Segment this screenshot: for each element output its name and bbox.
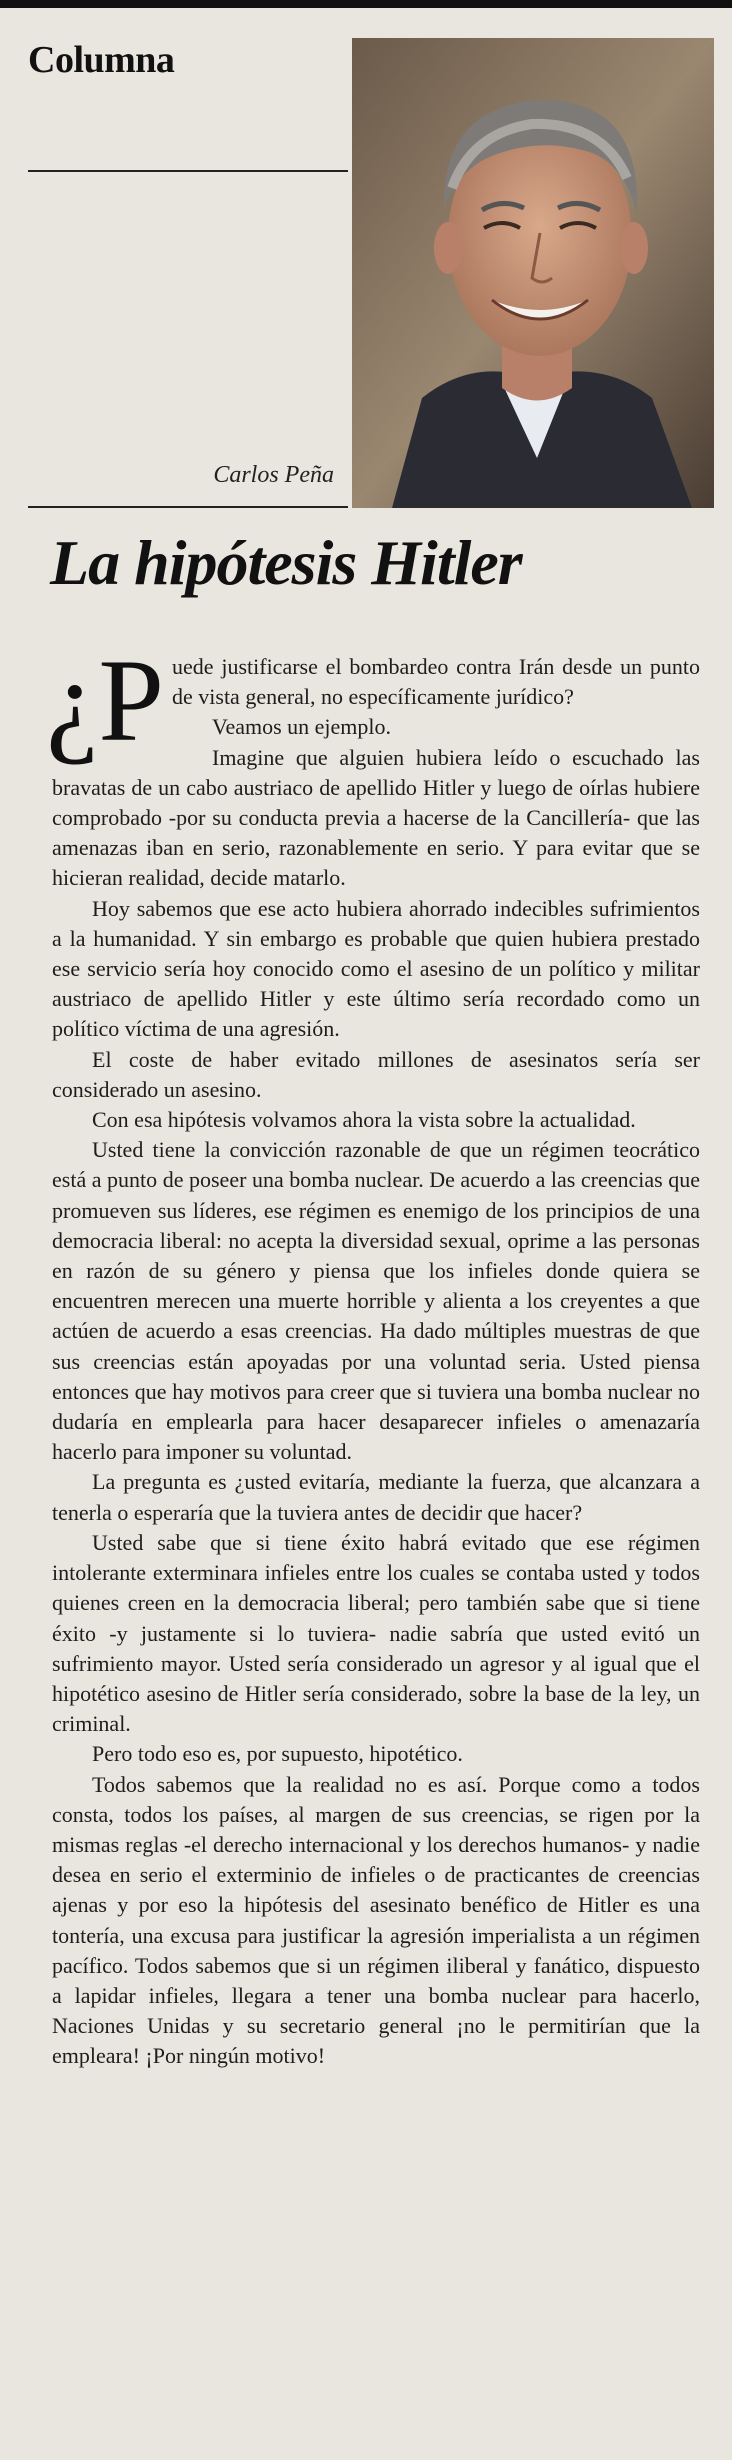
article-body	[46, 635, 700, 2072]
article-title: La hipótesis Hitler	[50, 527, 522, 598]
author-photo	[352, 38, 714, 508]
byline-rule	[28, 506, 348, 508]
author-portrait-image	[352, 38, 714, 508]
top-rule	[0, 0, 732, 8]
paragraph: Con esa hipótesis volvamos ahora la vista sobre la actualidad.	[92, 1107, 636, 1133]
section-label: Columna	[28, 39, 175, 81]
paragraph: Veamos un ejemplo.	[212, 714, 392, 740]
byline-area	[28, 452, 348, 508]
paragraph-text: uede justificarse el bombardeo contra Irán desde un punto de vista general, no específicamente jurídico?	[172, 654, 700, 710]
author-name: Carlos Peña	[213, 462, 334, 488]
paragraph: Hoy sabemos que ese acto hubiera ahorrado indecibles sufrimientos a la humanidad. Y sin embargo es probable que quien hubiera prestado ese servicio sería hoy conocido como el asesino de un político y militar austriaco de apellido Hitler y este último sería recordado como un político víctima de una agresión.	[52, 895, 700, 1042]
section-header	[28, 30, 348, 172]
paragraph: Todos sabemos que la realidad no es así. Porque como a todos consta, todos los países, al margen de sus creencias, se rigen por la mismas reglas -el derecho internacional y los derechos humanos- y nadie desea en serio el exterminio de infieles o de practicantes de creencias ajenas y por eso la hipótesis del asesinato benéfico de Hitler es una tontería, una excusa para justificar la agresión imperialista a un régimen pacífico. Todos sabemos que si un régimen iliberal y fanático, dispuesto a lapidar infieles, llegara a tener una bomba nuclear para hacerlo, Naciones Unidas y su secretario general ¡no le permitirían que la empleara! ¡Por ningún motivo!	[52, 1771, 700, 2069]
paragraph: El coste de haber evitado millones de asesinatos sería ser considerado un asesino.	[52, 1046, 700, 1102]
drop-cap: ¿P	[46, 635, 164, 766]
paragraph: Usted tiene la convicción razonable de que un régimen teocrático está a punto de poseer una bomba nuclear. De acuerdo a las creencias que promueven sus líderes, ese régimen es enemigo de los principios de una democracia liberal: no acepta la diversidad sexual, oprime a las personas en razón de su género y piensa que los infieles donde quiera se encuentren merecen una muerte horrible y alienta a los creyentes a que actúen de acuerdo a esas creencias. Ha dado múltiples muestras de que sus creencias están apoyadas por una voluntad seria. Usted piensa entonces que hay motivos para creer que si tuviera una bomba nuclear no dudaría en emplearla para hacer desaparecer infieles o amenazaría hacerlo para imponer su voluntad.	[52, 1137, 700, 1465]
paragraph: Pero todo eso es, por supuesto, hipotético.	[92, 1741, 463, 1767]
paragraph: Usted sabe que si tiene éxito habrá evitado que ese régimen intolerante exterminara infieles entre los cuales se contaba usted y todos quienes creen en la democracia liberal; pero también sabe que si tiene éxito -y justamente si lo tuviera- nadie sabría que usted evitó un sufrimiento mayor. Usted sería considerado un agresor y al igual que el hipotético asesino de Hitler sería considerado, sobre la base de la ley, un criminal.	[52, 1529, 700, 1737]
paragraph: La pregunta es ¿usted evitaría, mediante la fuerza, que alcanzara a tenerla o esperaría que la tuviera antes de decidir que hacer?	[52, 1469, 700, 1525]
paragraph: Imagine que alguien hubiera leído o escuchado las bravatas de un cabo austriaco de apellido Hitler y luego de oírlas hubiere comprobado -por su conducta previa a hacerse de la Cancillería- que las amenazas iban en serio, razonablemente en serio. Y para evitar que se hicieran realidad, decide matarlo.	[52, 744, 700, 891]
